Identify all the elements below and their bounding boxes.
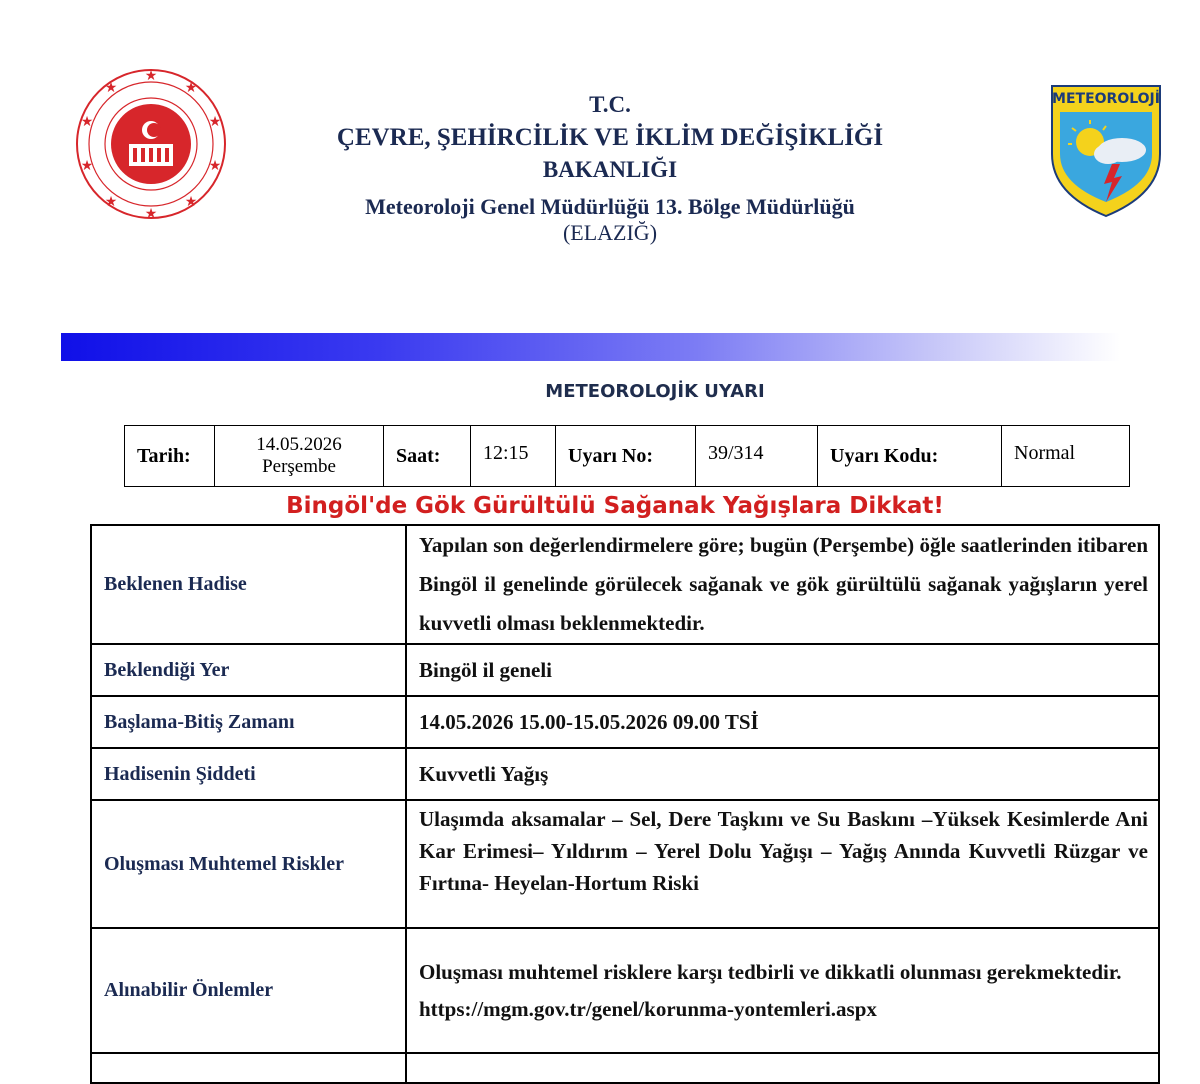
header-city: (ELAZIĞ) xyxy=(562,220,658,245)
header-directorate: Meteoroloji Genel Müdürlüğü 13. Bölge Müdürlüğü xyxy=(365,194,855,219)
table-row xyxy=(91,748,1159,800)
table-row xyxy=(91,800,1159,928)
svg-text:★: ★ xyxy=(104,81,118,96)
table-row xyxy=(91,696,1159,748)
warning-no-label: Uyarı No: xyxy=(556,426,696,487)
warning-code-value: Normal xyxy=(1002,426,1130,487)
warning-info-row xyxy=(124,425,1130,487)
day-value: Perşembe xyxy=(262,456,336,477)
time-label: Saat: xyxy=(384,426,471,487)
precautions-cell xyxy=(406,928,1159,1053)
start-end-time-label: Başlama-Bitiş Zamanı xyxy=(91,696,406,748)
svg-text:★: ★ xyxy=(144,69,158,84)
expected-location-label: Beklendiği Yer xyxy=(91,644,406,696)
table-row xyxy=(91,928,1159,1053)
date-cell xyxy=(215,426,384,487)
header-ministry-word: BAKANLIĞI xyxy=(542,157,678,182)
precautions-label: Alınabilir Önlemler xyxy=(91,928,406,1053)
svg-text:★: ★ xyxy=(80,115,94,130)
date-value: 14.05.2026 xyxy=(256,434,342,455)
precautions-value: Oluşması muhtemel risklere karşı tedbirli ve dikkatli olunması gerekmektedir. xyxy=(419,959,1122,984)
svg-text:★: ★ xyxy=(184,81,198,96)
warning-code-label: Uyarı Kodu: xyxy=(818,426,1002,487)
svg-text:★: ★ xyxy=(104,195,118,210)
header-ministry-name: ÇEVRE, ŞEHİRCİLİK VE İKLİM DEĞİŞİKLİĞİ xyxy=(336,124,884,151)
document-title: METEOROLOJİK UYARI xyxy=(545,381,765,402)
ministry-seal-logo xyxy=(75,68,227,220)
start-end-time-value: 14.05.2026 15.00-15.05.2026 09.00 TSİ xyxy=(406,696,1159,748)
expected-event-label: Beklenen Hadise xyxy=(91,525,406,644)
empty-cell xyxy=(406,1053,1159,1083)
expected-location-value: Bingöl il geneli xyxy=(406,644,1159,696)
table-row xyxy=(91,1053,1159,1083)
svg-text:★: ★ xyxy=(208,115,222,130)
severity-label: Hadisenin Şiddeti xyxy=(91,748,406,800)
svg-text:★: ★ xyxy=(184,195,198,210)
warning-no-value: 39/314 xyxy=(696,426,818,487)
header-tc: T.C. xyxy=(589,92,631,117)
warning-headline: Bingöl'de Gök Gürültülü Sağanak Yağışlara Dikkat! xyxy=(286,493,944,519)
table-row xyxy=(91,525,1159,644)
empty-cell xyxy=(91,1053,406,1083)
time-value: 12:15 xyxy=(471,426,556,487)
svg-text:★: ★ xyxy=(80,159,94,174)
date-label: Tarih: xyxy=(125,426,215,487)
svg-text:METEOROLOJİ: METEOROLOJİ xyxy=(1052,91,1160,107)
warning-details-table xyxy=(90,524,1160,1084)
precautions-link[interactable]: https://mgm.gov.tr/genel/korunma-yontemleri.aspx xyxy=(419,996,877,1021)
possible-risks-value: Ulaşımda aksamalar – Sel, Dere Taşkını ve Su Baskını –Yüksek Kesimlerde Ani Kar Erimesi– Yıldırım – Yerel Dolu Yağışı – Yağış Anında Kuvvetli Rüzgar ve Fırtına- Heyelan-Hortum Riski xyxy=(406,800,1159,928)
possible-risks-label: Oluşması Muhtemel Riskler xyxy=(91,800,406,928)
table-row xyxy=(91,644,1159,696)
gradient-divider-band xyxy=(61,333,1120,361)
meteorology-logo xyxy=(1050,84,1162,218)
svg-text:★: ★ xyxy=(144,207,158,220)
expected-event-value: Yapılan son değerlendirmelere göre; bugün (Perşembe) öğle saatlerinden itibaren Bingöl il genelinde görülecek sağanak ve gök gürültülü sağanak yağışların yerel kuvvetli olması beklenmektedir. xyxy=(406,525,1159,644)
svg-text:★: ★ xyxy=(208,159,222,174)
severity-value: Kuvvetli Yağış xyxy=(406,748,1159,800)
